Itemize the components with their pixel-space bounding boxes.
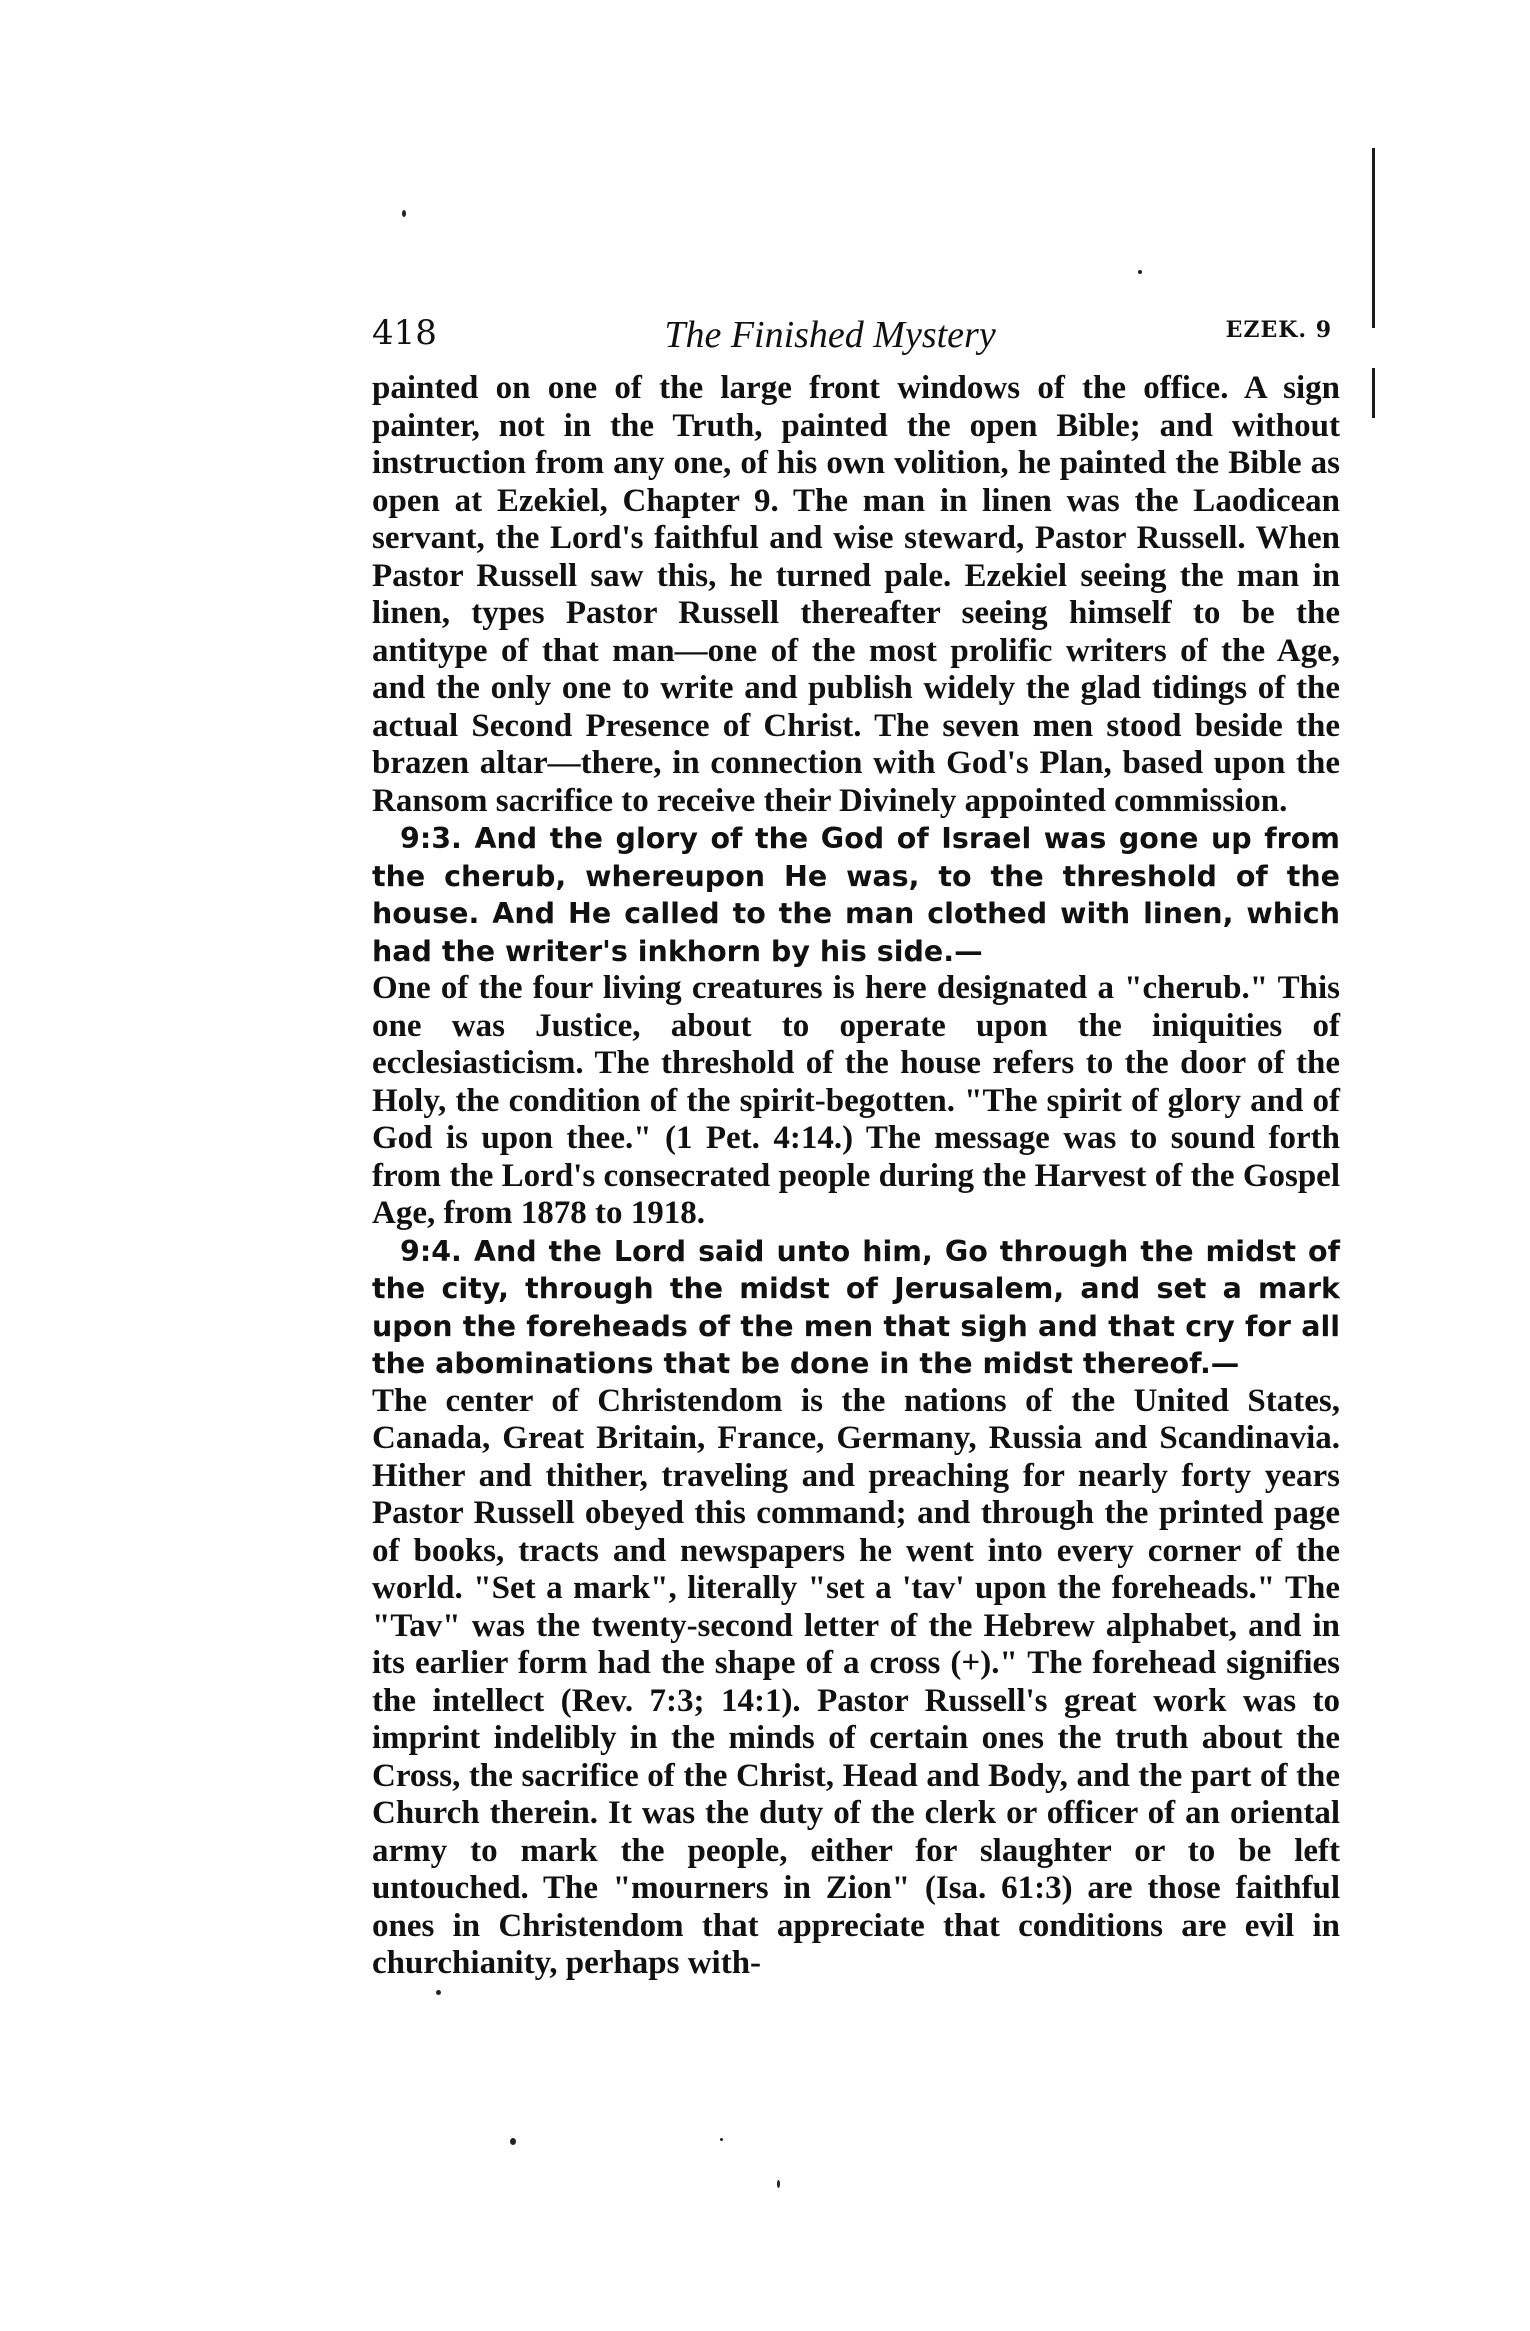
scan-edge-line (1372, 148, 1375, 328)
scan-speck (436, 1990, 441, 1995)
scan-speck (777, 2180, 780, 2188)
commentary-paragraph: One of the four living creatures is here designated a "cherub." This one was Justice, about to operate upon the iniquities of ecclesiasticism. The threshold of the house refers to the door of the Holy, the condition of the spirit-begotten. "The spirit of glory and of God is upon thee." (1 Pet. 4:14.) The message was to sound forth from the Lord's consecrated people during the Harvest of the Gospel Age, from 1878 to 1918. (372, 970, 1340, 1231)
chapter-reference: EZEK. 9 (1225, 317, 1332, 343)
paragraph: painted on one of the large front windows of the office. A sign painter, not in the Truth, painted the open Bible; and without instruction from any one, of his own volition, he painted the Bible as open at Ezekiel, Chapter 9. The man in linen was the Laodicean servant, the Lord's faithful and wise steward, Pastor Russell. When Pastor Russell saw this, he turned pale. Ezekiel seeing the man in linen, types Pastor Russell thereafter seeing himself to be the antitype of that man—one of the most prolific writers of the Age, and the only one to write and publish widely the glad tidings of the actual Second Presence of Christ. The seven men stood beside the brazen altar—there, in connection with God's Plan, based upon the Ransom sacrifice to receive their Divinely appointed commission. (372, 370, 1340, 819)
scan-edge-line (1372, 368, 1375, 418)
scripture-verse: 9:4. And the Lord said unto him, Go through the midst of the city, through the midst of Jerusalem, and set a mark upon the foreheads of the men that sigh and that cry for all the abominations that be done in the midst thereof.— (372, 1234, 1340, 1380)
scripture-verse: 9:3. And the glory of the God of Israel was gone up from the cherub, whereupon He was, to the threshold of the house. And He called to the man clothed with linen, which had the writer's inkhorn by his side.— (372, 822, 1340, 968)
running-title: The Finished Mystery (664, 314, 996, 356)
scan-speck (402, 210, 406, 217)
page-body (372, 370, 1340, 1983)
scan-speck (720, 2138, 723, 2141)
page-header (372, 313, 1332, 357)
scan-speck (1138, 270, 1142, 274)
commentary-paragraph: The center of Christendom is the nations of the United States, Canada, Great Britain, France, Germany, Russia and Scandinavia. Hither and thither, traveling and preaching for nearly forty years Pastor Russell obeyed this command; and through the printed page of books, tracts and newspapers he went into every corner of the world. "Set a mark", literally "set a 'tav' upon the foreheads." The "Tav" was the twenty-second letter of the Hebrew alphabet, and in its earlier form had the shape of a cross (+)." The forehead signifies the intellect (Rev. 7:3; 14:1). Pastor Russell's great work was to imprint indelibly in the minds of certain ones the truth about the Cross, the sacrifice of the Christ, Head and Body, and the part of the Church therein. It was the duty of the clerk or officer of an oriental army to mark the people, either for slaughter or to be left untouched. The "mourners in Zion" (Isa. 61:3) are those faithful ones in Christendom that appreciate that conditions are evil in churchianity, perhaps with- (372, 1382, 1340, 1981)
page-number: 418 (372, 313, 437, 353)
scan-speck (510, 2138, 516, 2145)
